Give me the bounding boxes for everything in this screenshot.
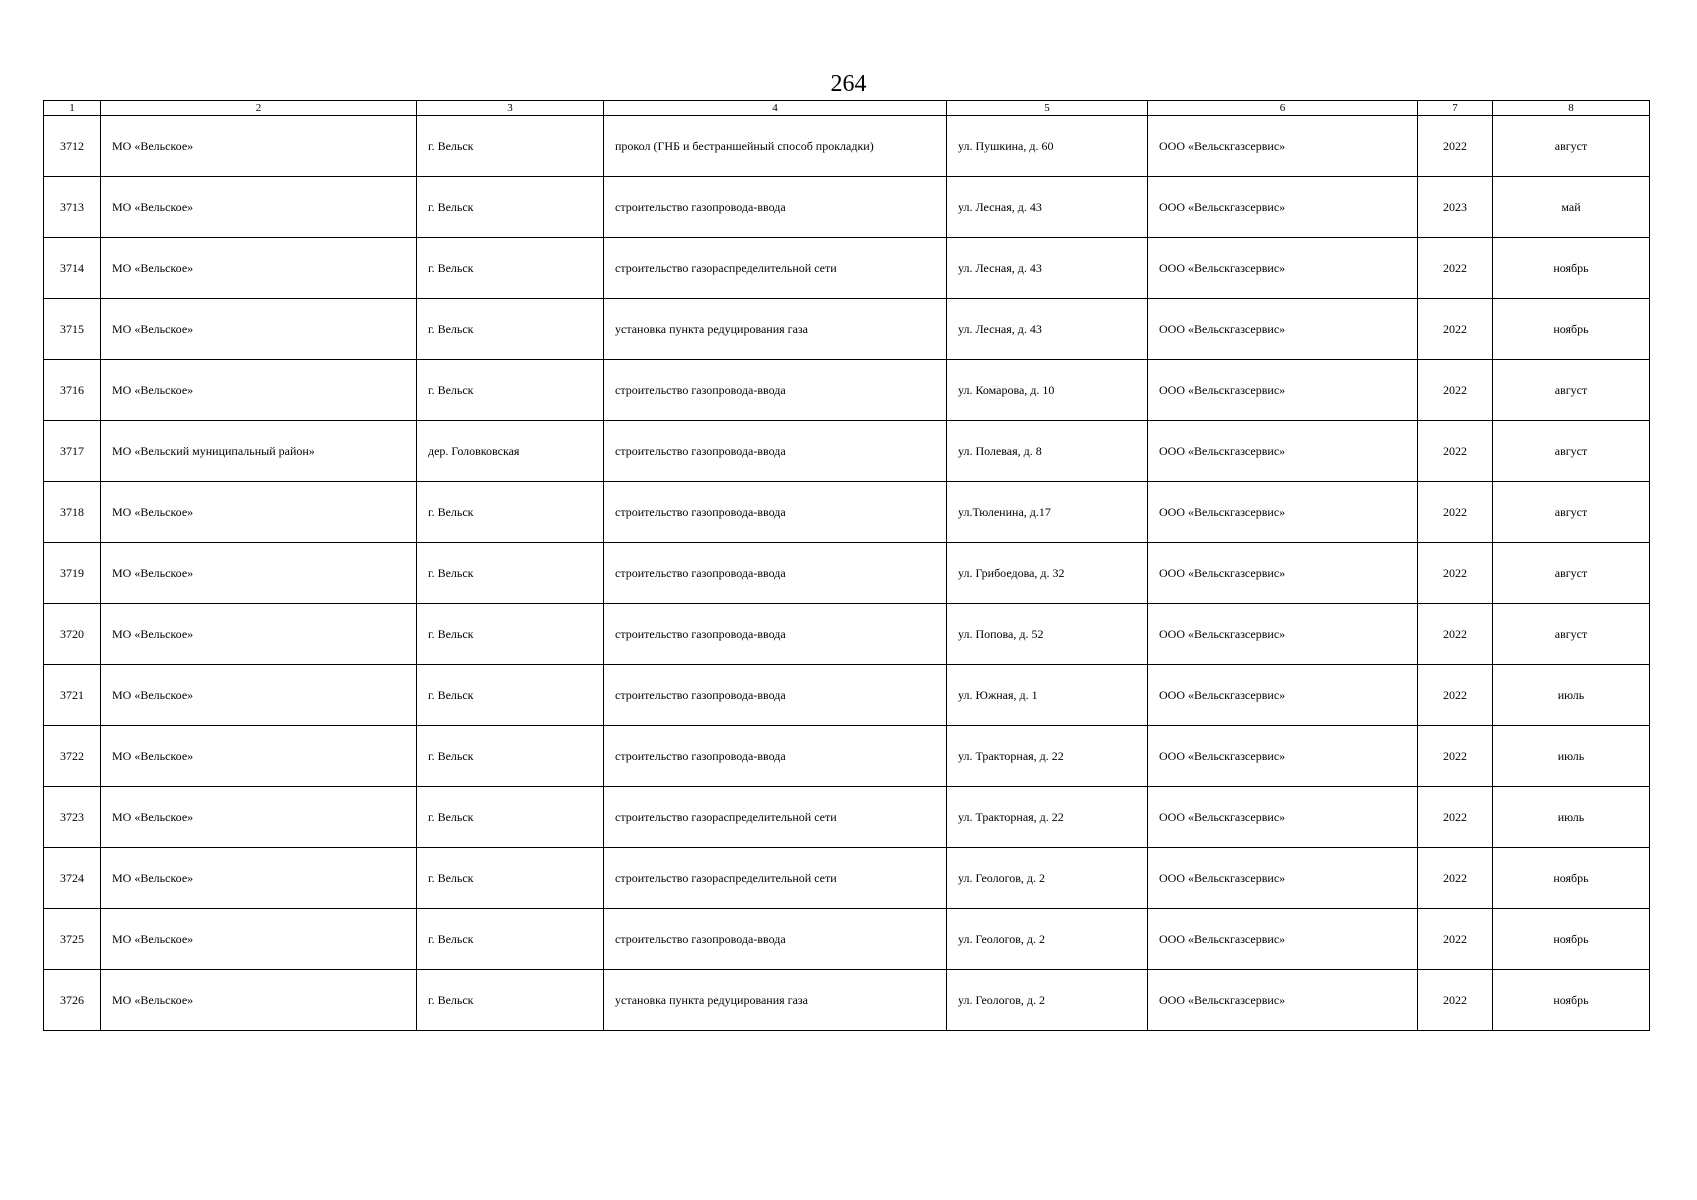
row-number-cell: 3718 — [44, 482, 101, 543]
work-type-cell: строительство газопровода-ввода — [604, 909, 947, 970]
settlement-cell: г. Вельск — [417, 177, 604, 238]
year-cell: 2022 — [1418, 848, 1493, 909]
row-number-cell: 3717 — [44, 421, 101, 482]
organization-cell: ООО «Вельскгазсервис» — [1148, 848, 1418, 909]
municipality-cell: МО «Вельское» — [101, 299, 417, 360]
address-cell: ул. Геологов, д. 2 — [947, 970, 1148, 1031]
column-number-row — [44, 101, 1650, 116]
year-cell: 2022 — [1418, 604, 1493, 665]
column-header: 6 — [1148, 101, 1418, 116]
municipality-cell: МО «Вельское» — [101, 848, 417, 909]
address-cell: ул. Тракторная, д. 22 — [947, 787, 1148, 848]
month-cell: август — [1493, 360, 1650, 421]
organization-cell: ООО «Вельскгазсервис» — [1148, 421, 1418, 482]
municipality-cell: МО «Вельское» — [101, 604, 417, 665]
row-number-cell: 3720 — [44, 604, 101, 665]
table-row — [44, 116, 1650, 177]
year-cell: 2022 — [1418, 665, 1493, 726]
row-number-cell: 3714 — [44, 238, 101, 299]
table-row — [44, 665, 1650, 726]
row-number-cell: 3724 — [44, 848, 101, 909]
address-cell: ул. Пушкина, д. 60 — [947, 116, 1148, 177]
month-cell: май — [1493, 177, 1650, 238]
settlement-cell: г. Вельск — [417, 604, 604, 665]
settlement-cell: г. Вельск — [417, 482, 604, 543]
work-type-cell: установка пункта редуцирования газа — [604, 970, 947, 1031]
page-number: 264 — [830, 71, 867, 97]
municipality-cell: МО «Вельский муниципальный район» — [101, 421, 417, 482]
year-cell: 2022 — [1418, 726, 1493, 787]
organization-cell: ООО «Вельскгазсервис» — [1148, 360, 1418, 421]
settlement-cell: г. Вельск — [417, 116, 604, 177]
table-row — [44, 238, 1650, 299]
settlement-cell: г. Вельск — [417, 909, 604, 970]
address-cell: ул.Тюленина, д.17 — [947, 482, 1148, 543]
address-cell: ул. Комарова, д. 10 — [947, 360, 1148, 421]
row-number-cell: 3721 — [44, 665, 101, 726]
work-type-cell: строительство газораспределительной сети — [604, 787, 947, 848]
column-header: 2 — [101, 101, 417, 116]
organization-cell: ООО «Вельскгазсервис» — [1148, 299, 1418, 360]
table-row — [44, 177, 1650, 238]
month-cell: август — [1493, 543, 1650, 604]
work-type-cell: строительство газопровода-ввода — [604, 543, 947, 604]
settlement-cell: г. Вельск — [417, 238, 604, 299]
year-cell: 2022 — [1418, 299, 1493, 360]
row-number-cell: 3723 — [44, 787, 101, 848]
column-header: 3 — [417, 101, 604, 116]
year-cell: 2022 — [1418, 238, 1493, 299]
organization-cell: ООО «Вельскгазсервис» — [1148, 726, 1418, 787]
municipality-cell: МО «Вельское» — [101, 665, 417, 726]
column-header: 7 — [1418, 101, 1493, 116]
work-type-cell: строительство газопровода-ввода — [604, 482, 947, 543]
municipality-cell: МО «Вельское» — [101, 787, 417, 848]
row-number-cell: 3726 — [44, 970, 101, 1031]
column-header: 5 — [947, 101, 1148, 116]
work-type-cell: строительство газопровода-ввода — [604, 665, 947, 726]
table-row — [44, 299, 1650, 360]
address-cell: ул. Полевая, д. 8 — [947, 421, 1148, 482]
organization-cell: ООО «Вельскгазсервис» — [1148, 787, 1418, 848]
organization-cell: ООО «Вельскгазсервис» — [1148, 604, 1418, 665]
municipality-cell: МО «Вельское» — [101, 116, 417, 177]
row-number-cell: 3715 — [44, 299, 101, 360]
row-number-cell: 3712 — [44, 116, 101, 177]
settlement-cell: г. Вельск — [417, 726, 604, 787]
municipality-cell: МО «Вельское» — [101, 909, 417, 970]
work-type-cell: прокол (ГНБ и бестраншейный способ прокладки) — [604, 116, 947, 177]
settlement-cell: г. Вельск — [417, 360, 604, 421]
settlement-cell: г. Вельск — [417, 970, 604, 1031]
table-row — [44, 726, 1650, 787]
year-cell: 2022 — [1418, 421, 1493, 482]
organization-cell: ООО «Вельскгазсервис» — [1148, 116, 1418, 177]
table-row — [44, 909, 1650, 970]
month-cell: ноябрь — [1493, 299, 1650, 360]
month-cell: август — [1493, 482, 1650, 543]
municipality-cell: МО «Вельское» — [101, 970, 417, 1031]
year-cell: 2022 — [1418, 909, 1493, 970]
row-number-cell: 3725 — [44, 909, 101, 970]
address-cell: ул. Тракторная, д. 22 — [947, 726, 1148, 787]
settlement-cell: г. Вельск — [417, 665, 604, 726]
settlement-cell: г. Вельск — [417, 848, 604, 909]
row-number-cell: 3716 — [44, 360, 101, 421]
table-body — [44, 116, 1650, 1031]
work-type-cell: строительство газопровода-ввода — [604, 177, 947, 238]
municipality-cell: МО «Вельское» — [101, 726, 417, 787]
address-cell: ул. Лесная, д. 43 — [947, 238, 1148, 299]
address-cell: ул. Лесная, д. 43 — [947, 299, 1148, 360]
month-cell: июль — [1493, 787, 1650, 848]
municipality-cell: МО «Вельское» — [101, 543, 417, 604]
settlement-cell: г. Вельск — [417, 543, 604, 604]
month-cell: ноябрь — [1493, 238, 1650, 299]
organization-cell: ООО «Вельскгазсервис» — [1148, 665, 1418, 726]
address-cell: ул. Попова, д. 52 — [947, 604, 1148, 665]
municipality-cell: МО «Вельское» — [101, 177, 417, 238]
month-cell: ноябрь — [1493, 970, 1650, 1031]
year-cell: 2022 — [1418, 116, 1493, 177]
table-row — [44, 970, 1650, 1031]
row-number-cell: 3719 — [44, 543, 101, 604]
work-type-cell: установка пункта редуцирования газа — [604, 299, 947, 360]
year-cell: 2022 — [1418, 970, 1493, 1031]
address-cell: ул. Геологов, д. 2 — [947, 909, 1148, 970]
municipality-cell: МО «Вельское» — [101, 482, 417, 543]
table-row — [44, 360, 1650, 421]
table-row — [44, 482, 1650, 543]
work-type-cell: строительство газопровода-ввода — [604, 726, 947, 787]
year-cell: 2022 — [1418, 482, 1493, 543]
table-row — [44, 604, 1650, 665]
month-cell: ноябрь — [1493, 909, 1650, 970]
settlement-cell: дер. Головковская — [417, 421, 604, 482]
organization-cell: ООО «Вельскгазсервис» — [1148, 909, 1418, 970]
table-row — [44, 848, 1650, 909]
month-cell: август — [1493, 604, 1650, 665]
table-row — [44, 787, 1650, 848]
year-cell: 2023 — [1418, 177, 1493, 238]
gasification-table — [43, 100, 1650, 1031]
column-header: 4 — [604, 101, 947, 116]
month-cell: июль — [1493, 665, 1650, 726]
table-row — [44, 421, 1650, 482]
address-cell: ул. Геологов, д. 2 — [947, 848, 1148, 909]
municipality-cell: МО «Вельское» — [101, 238, 417, 299]
month-cell: ноябрь — [1493, 848, 1650, 909]
organization-cell: ООО «Вельскгазсервис» — [1148, 482, 1418, 543]
address-cell: ул. Южная, д. 1 — [947, 665, 1148, 726]
table-row — [44, 543, 1650, 604]
organization-cell: ООО «Вельскгазсервис» — [1148, 177, 1418, 238]
column-header: 1 — [44, 101, 101, 116]
work-type-cell: строительство газопровода-ввода — [604, 604, 947, 665]
month-cell: август — [1493, 116, 1650, 177]
organization-cell: ООО «Вельскгазсервис» — [1148, 238, 1418, 299]
work-type-cell: строительство газопровода-ввода — [604, 360, 947, 421]
month-cell: июль — [1493, 726, 1650, 787]
month-cell: август — [1493, 421, 1650, 482]
work-type-cell: строительство газораспределительной сети — [604, 238, 947, 299]
year-cell: 2022 — [1418, 360, 1493, 421]
organization-cell: ООО «Вельскгазсервис» — [1148, 970, 1418, 1031]
work-type-cell: строительство газопровода-ввода — [604, 421, 947, 482]
organization-cell: ООО «Вельскгазсервис» — [1148, 543, 1418, 604]
municipality-cell: МО «Вельское» — [101, 360, 417, 421]
row-number-cell: 3722 — [44, 726, 101, 787]
settlement-cell: г. Вельск — [417, 299, 604, 360]
column-header: 8 — [1493, 101, 1650, 116]
address-cell: ул. Лесная, д. 43 — [947, 177, 1148, 238]
settlement-cell: г. Вельск — [417, 787, 604, 848]
year-cell: 2022 — [1418, 787, 1493, 848]
address-cell: ул. Грибоедова, д. 32 — [947, 543, 1148, 604]
row-number-cell: 3713 — [44, 177, 101, 238]
work-type-cell: строительство газораспределительной сети — [604, 848, 947, 909]
year-cell: 2022 — [1418, 543, 1493, 604]
